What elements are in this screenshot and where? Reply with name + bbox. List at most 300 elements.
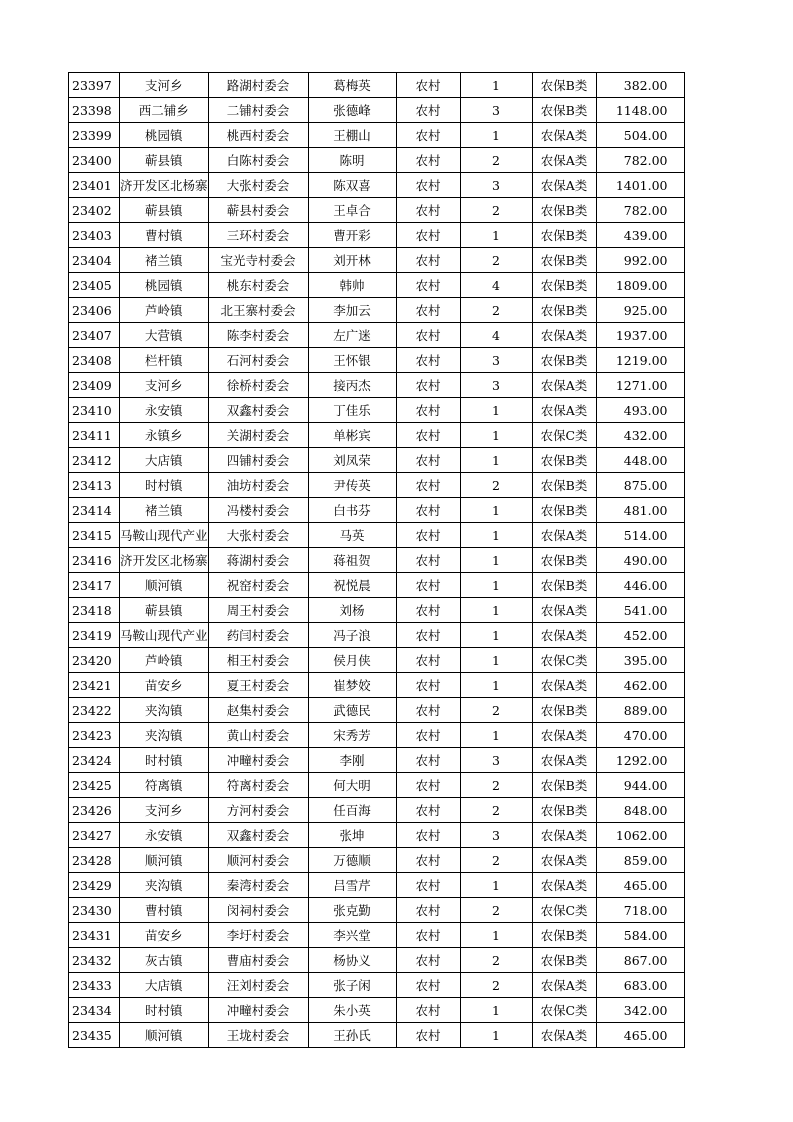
record-id-cell: 23419 xyxy=(69,623,120,648)
town-cell: 苗安乡 xyxy=(120,673,209,698)
category-cell: 农保B类 xyxy=(532,948,596,973)
category-cell: 农保B类 xyxy=(532,798,596,823)
village-committee-cell: 石河村委会 xyxy=(208,348,308,373)
person-name-cell: 任百海 xyxy=(308,798,396,823)
amount-cell: 465.00 xyxy=(596,873,684,898)
person-name-cell: 朱小英 xyxy=(308,998,396,1023)
village-committee-cell: 蒋湖村委会 xyxy=(208,548,308,573)
record-id-cell: 23411 xyxy=(69,423,120,448)
household-count-cell: 2 xyxy=(460,798,532,823)
category-cell: 农保C类 xyxy=(532,998,596,1023)
town-cell: 曹村镇 xyxy=(120,223,209,248)
village-committee-cell: 三环村委会 xyxy=(208,223,308,248)
person-name-cell: 吕雪芹 xyxy=(308,873,396,898)
table-row xyxy=(69,248,685,273)
household-count-cell: 2 xyxy=(460,198,532,223)
amount-cell: 889.00 xyxy=(596,698,684,723)
village-committee-cell: 祝窑村委会 xyxy=(208,573,308,598)
area-type-cell: 农村 xyxy=(396,598,460,623)
village-committee-cell: 相王村委会 xyxy=(208,648,308,673)
household-count-cell: 2 xyxy=(460,473,532,498)
town-cell: 马鞍山现代产业 xyxy=(120,623,209,648)
household-count-cell: 2 xyxy=(460,248,532,273)
area-type-cell: 农村 xyxy=(396,248,460,273)
village-committee-cell: 曹庙村委会 xyxy=(208,948,308,973)
amount-cell: 683.00 xyxy=(596,973,684,998)
person-name-cell: 杨协义 xyxy=(308,948,396,973)
table-row xyxy=(69,473,685,498)
household-count-cell: 1 xyxy=(460,648,532,673)
record-id-cell: 23429 xyxy=(69,873,120,898)
village-committee-cell: 桃东村委会 xyxy=(208,273,308,298)
person-name-cell: 刘开林 xyxy=(308,248,396,273)
category-cell: 农保B类 xyxy=(532,923,596,948)
record-id-cell: 23416 xyxy=(69,548,120,573)
record-id-cell: 23399 xyxy=(69,123,120,148)
amount-cell: 584.00 xyxy=(596,923,684,948)
person-name-cell: 何大明 xyxy=(308,773,396,798)
town-cell: 济开发区北杨寨 xyxy=(120,548,209,573)
amount-cell: 859.00 xyxy=(596,848,684,873)
town-cell: 济开发区北杨寨 xyxy=(120,173,209,198)
amount-cell: 718.00 xyxy=(596,898,684,923)
household-count-cell: 2 xyxy=(460,948,532,973)
table-row xyxy=(69,398,685,423)
area-type-cell: 农村 xyxy=(396,123,460,148)
household-count-cell: 2 xyxy=(460,298,532,323)
area-type-cell: 农村 xyxy=(396,98,460,123)
household-count-cell: 3 xyxy=(460,823,532,848)
category-cell: 农保B类 xyxy=(532,773,596,798)
person-name-cell: 武德民 xyxy=(308,698,396,723)
household-count-cell: 3 xyxy=(460,373,532,398)
person-name-cell: 崔梦姣 xyxy=(308,673,396,698)
category-cell: 农保B类 xyxy=(532,248,596,273)
amount-cell: 992.00 xyxy=(596,248,684,273)
category-cell: 农保A类 xyxy=(532,373,596,398)
area-type-cell: 农村 xyxy=(396,473,460,498)
person-name-cell: 张克勤 xyxy=(308,898,396,923)
category-cell: 农保B类 xyxy=(532,198,596,223)
amount-cell: 452.00 xyxy=(596,623,684,648)
category-cell: 农保A类 xyxy=(532,523,596,548)
area-type-cell: 农村 xyxy=(396,873,460,898)
village-committee-cell: 周王村委会 xyxy=(208,598,308,623)
person-name-cell: 侯月侠 xyxy=(308,648,396,673)
village-committee-cell: 桃西村委会 xyxy=(208,123,308,148)
amount-cell: 1271.00 xyxy=(596,373,684,398)
record-id-cell: 23397 xyxy=(69,73,120,98)
category-cell: 农保A类 xyxy=(532,148,596,173)
area-type-cell: 农村 xyxy=(396,723,460,748)
area-type-cell: 农村 xyxy=(396,323,460,348)
town-cell: 大营镇 xyxy=(120,323,209,348)
table-row xyxy=(69,998,685,1023)
household-count-cell: 1 xyxy=(460,398,532,423)
person-name-cell: 王棚山 xyxy=(308,123,396,148)
town-cell: 桃园镇 xyxy=(120,273,209,298)
household-count-cell: 1 xyxy=(460,73,532,98)
household-count-cell: 2 xyxy=(460,848,532,873)
record-id-cell: 23426 xyxy=(69,798,120,823)
household-count-cell: 4 xyxy=(460,323,532,348)
area-type-cell: 农村 xyxy=(396,848,460,873)
person-name-cell: 王怀银 xyxy=(308,348,396,373)
area-type-cell: 农村 xyxy=(396,173,460,198)
category-cell: 农保B类 xyxy=(532,98,596,123)
household-count-cell: 3 xyxy=(460,98,532,123)
area-type-cell: 农村 xyxy=(396,898,460,923)
amount-cell: 1809.00 xyxy=(596,273,684,298)
amount-cell: 446.00 xyxy=(596,573,684,598)
town-cell: 顺河镇 xyxy=(120,573,209,598)
table-row xyxy=(69,423,685,448)
household-count-cell: 2 xyxy=(460,773,532,798)
village-committee-cell: 二铺村委会 xyxy=(208,98,308,123)
table-row xyxy=(69,323,685,348)
village-committee-cell: 汪刘村委会 xyxy=(208,973,308,998)
amount-cell: 382.00 xyxy=(596,73,684,98)
record-id-cell: 23423 xyxy=(69,723,120,748)
area-type-cell: 农村 xyxy=(396,923,460,948)
category-cell: 农保B类 xyxy=(532,73,596,98)
amount-cell: 848.00 xyxy=(596,798,684,823)
record-id-cell: 23427 xyxy=(69,823,120,848)
table-row xyxy=(69,123,685,148)
area-type-cell: 农村 xyxy=(396,998,460,1023)
town-cell: 大店镇 xyxy=(120,448,209,473)
village-committee-cell: 白陈村委会 xyxy=(208,148,308,173)
category-cell: 农保C类 xyxy=(532,648,596,673)
person-name-cell: 陈双喜 xyxy=(308,173,396,198)
town-cell: 大店镇 xyxy=(120,973,209,998)
town-cell: 时村镇 xyxy=(120,748,209,773)
category-cell: 农保A类 xyxy=(532,723,596,748)
village-committee-cell: 冲疃村委会 xyxy=(208,998,308,1023)
town-cell: 灰古镇 xyxy=(120,948,209,973)
village-committee-cell: 油坊村委会 xyxy=(208,473,308,498)
category-cell: 农保A类 xyxy=(532,873,596,898)
village-committee-cell: 药闫村委会 xyxy=(208,623,308,648)
category-cell: 农保A类 xyxy=(532,748,596,773)
area-type-cell: 农村 xyxy=(396,423,460,448)
record-id-cell: 23402 xyxy=(69,198,120,223)
category-cell: 农保A类 xyxy=(532,323,596,348)
amount-cell: 490.00 xyxy=(596,548,684,573)
amount-cell: 342.00 xyxy=(596,998,684,1023)
amount-cell: 514.00 xyxy=(596,523,684,548)
area-type-cell: 农村 xyxy=(396,348,460,373)
household-count-cell: 1 xyxy=(460,873,532,898)
town-cell: 褚兰镇 xyxy=(120,498,209,523)
amount-cell: 875.00 xyxy=(596,473,684,498)
category-cell: 农保B类 xyxy=(532,548,596,573)
village-committee-cell: 四铺村委会 xyxy=(208,448,308,473)
village-committee-cell: 双鑫村委会 xyxy=(208,823,308,848)
record-id-cell: 23405 xyxy=(69,273,120,298)
household-count-cell: 2 xyxy=(460,698,532,723)
town-cell: 夹沟镇 xyxy=(120,723,209,748)
household-count-cell: 1 xyxy=(460,498,532,523)
town-cell: 永镇乡 xyxy=(120,423,209,448)
village-committee-cell: 符离村委会 xyxy=(208,773,308,798)
village-committee-cell: 闵祠村委会 xyxy=(208,898,308,923)
person-name-cell: 王卓合 xyxy=(308,198,396,223)
category-cell: 农保A类 xyxy=(532,598,596,623)
amount-cell: 867.00 xyxy=(596,948,684,973)
area-type-cell: 农村 xyxy=(396,948,460,973)
category-cell: 农保B类 xyxy=(532,273,596,298)
village-committee-cell: 大张村委会 xyxy=(208,173,308,198)
village-committee-cell: 黄山村委会 xyxy=(208,723,308,748)
record-id-cell: 23401 xyxy=(69,173,120,198)
town-cell: 芦岭镇 xyxy=(120,648,209,673)
record-id-cell: 23418 xyxy=(69,598,120,623)
town-cell: 符离镇 xyxy=(120,773,209,798)
village-committee-cell: 冯楼村委会 xyxy=(208,498,308,523)
person-name-cell: 祝悦晨 xyxy=(308,573,396,598)
table-row xyxy=(69,498,685,523)
category-cell: 农保A类 xyxy=(532,823,596,848)
category-cell: 农保A类 xyxy=(532,123,596,148)
category-cell: 农保B类 xyxy=(532,298,596,323)
table-row xyxy=(69,898,685,923)
amount-cell: 1062.00 xyxy=(596,823,684,848)
person-name-cell: 曹开彩 xyxy=(308,223,396,248)
table-row xyxy=(69,623,685,648)
record-id-cell: 23412 xyxy=(69,448,120,473)
household-count-cell: 1 xyxy=(460,223,532,248)
area-type-cell: 农村 xyxy=(396,148,460,173)
area-type-cell: 农村 xyxy=(396,448,460,473)
village-committee-cell: 关湖村委会 xyxy=(208,423,308,448)
household-count-cell: 2 xyxy=(460,973,532,998)
area-type-cell: 农村 xyxy=(396,198,460,223)
record-id-cell: 23410 xyxy=(69,398,120,423)
person-name-cell: 葛梅英 xyxy=(308,73,396,98)
area-type-cell: 农村 xyxy=(396,773,460,798)
table-row xyxy=(69,173,685,198)
category-cell: 农保A类 xyxy=(532,1023,596,1048)
record-id-cell: 23425 xyxy=(69,773,120,798)
town-cell: 芦岭镇 xyxy=(120,298,209,323)
area-type-cell: 农村 xyxy=(396,823,460,848)
town-cell: 苗安乡 xyxy=(120,923,209,948)
record-id-cell: 23433 xyxy=(69,973,120,998)
town-cell: 时村镇 xyxy=(120,998,209,1023)
record-id-cell: 23430 xyxy=(69,898,120,923)
household-count-cell: 1 xyxy=(460,598,532,623)
town-cell: 桃园镇 xyxy=(120,123,209,148)
person-name-cell: 尹传英 xyxy=(308,473,396,498)
records-body xyxy=(69,73,685,1048)
amount-cell: 448.00 xyxy=(596,448,684,473)
category-cell: 农保B类 xyxy=(532,348,596,373)
table-row xyxy=(69,223,685,248)
town-cell: 马鞍山现代产业 xyxy=(120,523,209,548)
town-cell: 褚兰镇 xyxy=(120,248,209,273)
area-type-cell: 农村 xyxy=(396,698,460,723)
table-row xyxy=(69,948,685,973)
record-id-cell: 23409 xyxy=(69,373,120,398)
amount-cell: 782.00 xyxy=(596,198,684,223)
town-cell: 蕲县镇 xyxy=(120,148,209,173)
town-cell: 夹沟镇 xyxy=(120,698,209,723)
category-cell: 农保B类 xyxy=(532,573,596,598)
record-id-cell: 23431 xyxy=(69,923,120,948)
person-name-cell: 马英 xyxy=(308,523,396,548)
amount-cell: 481.00 xyxy=(596,498,684,523)
person-name-cell: 单彬宾 xyxy=(308,423,396,448)
record-id-cell: 23424 xyxy=(69,748,120,773)
village-committee-cell: 北王寨村委会 xyxy=(208,298,308,323)
area-type-cell: 农村 xyxy=(396,498,460,523)
village-committee-cell: 双鑫村委会 xyxy=(208,398,308,423)
amount-cell: 944.00 xyxy=(596,773,684,798)
record-id-cell: 23406 xyxy=(69,298,120,323)
category-cell: 农保A类 xyxy=(532,173,596,198)
record-id-cell: 23428 xyxy=(69,848,120,873)
amount-cell: 1937.00 xyxy=(596,323,684,348)
table-row xyxy=(69,923,685,948)
amount-cell: 432.00 xyxy=(596,423,684,448)
household-count-cell: 1 xyxy=(460,723,532,748)
town-cell: 顺河镇 xyxy=(120,1023,209,1048)
record-id-cell: 23415 xyxy=(69,523,120,548)
household-count-cell: 1 xyxy=(460,573,532,598)
household-count-cell: 3 xyxy=(460,748,532,773)
town-cell: 曹村镇 xyxy=(120,898,209,923)
table-row xyxy=(69,598,685,623)
household-count-cell: 1 xyxy=(460,548,532,573)
records-table xyxy=(68,72,685,1048)
person-name-cell: 接丙杰 xyxy=(308,373,396,398)
amount-cell: 925.00 xyxy=(596,298,684,323)
person-name-cell: 万德顺 xyxy=(308,848,396,873)
town-cell: 永安镇 xyxy=(120,398,209,423)
village-committee-cell: 方河村委会 xyxy=(208,798,308,823)
category-cell: 农保A类 xyxy=(532,398,596,423)
village-committee-cell: 大张村委会 xyxy=(208,523,308,548)
area-type-cell: 农村 xyxy=(396,748,460,773)
household-count-cell: 1 xyxy=(460,923,532,948)
town-cell: 栏杆镇 xyxy=(120,348,209,373)
amount-cell: 439.00 xyxy=(596,223,684,248)
category-cell: 农保A类 xyxy=(532,673,596,698)
person-name-cell: 张子闲 xyxy=(308,973,396,998)
table-row xyxy=(69,448,685,473)
person-name-cell: 李加云 xyxy=(308,298,396,323)
town-cell: 支河乡 xyxy=(120,73,209,98)
record-id-cell: 23404 xyxy=(69,248,120,273)
area-type-cell: 农村 xyxy=(396,673,460,698)
person-name-cell: 李刚 xyxy=(308,748,396,773)
table-row xyxy=(69,198,685,223)
area-type-cell: 农村 xyxy=(396,398,460,423)
table-row xyxy=(69,748,685,773)
household-count-cell: 1 xyxy=(460,423,532,448)
person-name-cell: 刘杨 xyxy=(308,598,396,623)
record-id-cell: 23398 xyxy=(69,98,120,123)
village-committee-cell: 顺河村委会 xyxy=(208,848,308,873)
record-id-cell: 23421 xyxy=(69,673,120,698)
town-cell: 夹沟镇 xyxy=(120,873,209,898)
table-row xyxy=(69,98,685,123)
area-type-cell: 农村 xyxy=(396,648,460,673)
person-name-cell: 韩帅 xyxy=(308,273,396,298)
amount-cell: 1219.00 xyxy=(596,348,684,373)
household-count-cell: 1 xyxy=(460,123,532,148)
town-cell: 蕲县镇 xyxy=(120,598,209,623)
amount-cell: 1292.00 xyxy=(596,748,684,773)
town-cell: 西二铺乡 xyxy=(120,98,209,123)
area-type-cell: 农村 xyxy=(396,548,460,573)
household-count-cell: 2 xyxy=(460,898,532,923)
category-cell: 农保A类 xyxy=(532,973,596,998)
record-id-cell: 23435 xyxy=(69,1023,120,1048)
town-cell: 时村镇 xyxy=(120,473,209,498)
person-name-cell: 陈明 xyxy=(308,148,396,173)
household-count-cell: 1 xyxy=(460,673,532,698)
category-cell: 农保B类 xyxy=(532,448,596,473)
person-name-cell: 张德峰 xyxy=(308,98,396,123)
area-type-cell: 农村 xyxy=(396,798,460,823)
amount-cell: 395.00 xyxy=(596,648,684,673)
town-cell: 蕲县镇 xyxy=(120,198,209,223)
table-row xyxy=(69,298,685,323)
area-type-cell: 农村 xyxy=(396,373,460,398)
household-count-cell: 1 xyxy=(460,998,532,1023)
table-row xyxy=(69,798,685,823)
record-id-cell: 23434 xyxy=(69,998,120,1023)
record-id-cell: 23407 xyxy=(69,323,120,348)
household-count-cell: 1 xyxy=(460,623,532,648)
household-count-cell: 1 xyxy=(460,448,532,473)
village-committee-cell: 宝光寺村委会 xyxy=(208,248,308,273)
table-row xyxy=(69,773,685,798)
amount-cell: 1148.00 xyxy=(596,98,684,123)
category-cell: 农保B类 xyxy=(532,498,596,523)
household-count-cell: 3 xyxy=(460,348,532,373)
table-row xyxy=(69,973,685,998)
person-name-cell: 王孙氏 xyxy=(308,1023,396,1048)
category-cell: 农保C类 xyxy=(532,423,596,448)
table-row xyxy=(69,648,685,673)
record-id-cell: 23432 xyxy=(69,948,120,973)
village-committee-cell: 路湖村委会 xyxy=(208,73,308,98)
table-row xyxy=(69,573,685,598)
person-name-cell: 白书芬 xyxy=(308,498,396,523)
town-cell: 支河乡 xyxy=(120,798,209,823)
village-committee-cell: 蕲县村委会 xyxy=(208,198,308,223)
category-cell: 农保B类 xyxy=(532,223,596,248)
area-type-cell: 农村 xyxy=(396,573,460,598)
person-name-cell: 李兴堂 xyxy=(308,923,396,948)
area-type-cell: 农村 xyxy=(396,273,460,298)
household-count-cell: 1 xyxy=(460,1023,532,1048)
area-type-cell: 农村 xyxy=(396,1023,460,1048)
table-row xyxy=(69,373,685,398)
household-count-cell: 2 xyxy=(460,148,532,173)
town-cell: 永安镇 xyxy=(120,823,209,848)
record-id-cell: 23413 xyxy=(69,473,120,498)
village-committee-cell: 李圩村委会 xyxy=(208,923,308,948)
amount-cell: 782.00 xyxy=(596,148,684,173)
table-row xyxy=(69,273,685,298)
table-row xyxy=(69,873,685,898)
table-row xyxy=(69,723,685,748)
amount-cell: 465.00 xyxy=(596,1023,684,1048)
